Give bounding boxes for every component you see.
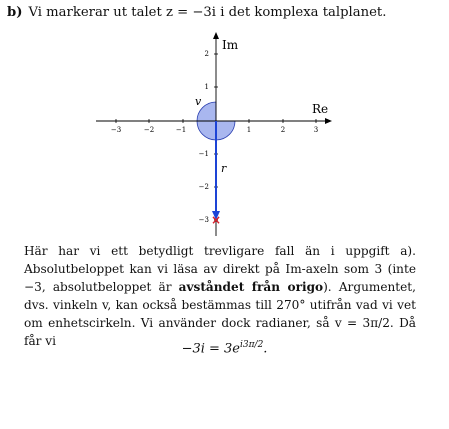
formula-end: . — [263, 341, 268, 357]
im-axis-label: Im — [222, 38, 239, 52]
re-axis-label: Re — [312, 102, 329, 116]
y-tick-label: −1 — [198, 150, 209, 158]
y-tick-label: 1 — [204, 83, 209, 91]
explanation-text-1: Här har vi ett betydligt trevligare fall än i uppgift a). Absolutbeloppet kan vi läsa av direkt på Im-axeln som 3 (inte −3, absolutbeloppet är — [24, 244, 416, 294]
explanation-bold: avståndet från origo — [178, 280, 324, 294]
x-tick-label: 1 — [246, 126, 252, 134]
x-tick-label: −3 — [110, 126, 122, 134]
vector-label: r — [221, 162, 227, 175]
x-tick-label: 2 — [280, 126, 286, 134]
imaginary-axis-arrow — [213, 32, 219, 39]
x-tick-label: −1 — [175, 126, 187, 134]
explanation-paragraph — [24, 242, 416, 350]
x-tick-label: −2 — [143, 126, 155, 134]
real-axis-arrow — [325, 118, 332, 124]
angle-label: v — [195, 95, 202, 108]
x-tick-label: 3 — [313, 126, 319, 134]
formula-exponent: i3π/2 — [240, 340, 264, 350]
explanation-text-2: ). Argumentet, dvs. vinkeln v, kan också bestämmas till 270° utifrån vad vi vet om enhetscirkeln. Vi använder dock radianer, så v = 3π/2. Då får vi — [24, 280, 416, 348]
problem-label: b) — [7, 5, 23, 20]
problem-text: Vi markerar ut talet z = −3i i det komplexa talplanet. — [28, 5, 387, 20]
y-tick-label: 2 — [204, 50, 209, 58]
y-tick-label: −3 — [198, 216, 209, 224]
formula-lhs: −3i = 3e — [181, 341, 241, 357]
point-marker: × — [210, 213, 222, 227]
polar-form-formula — [0, 340, 449, 356]
y-tick-label: −2 — [198, 183, 209, 191]
